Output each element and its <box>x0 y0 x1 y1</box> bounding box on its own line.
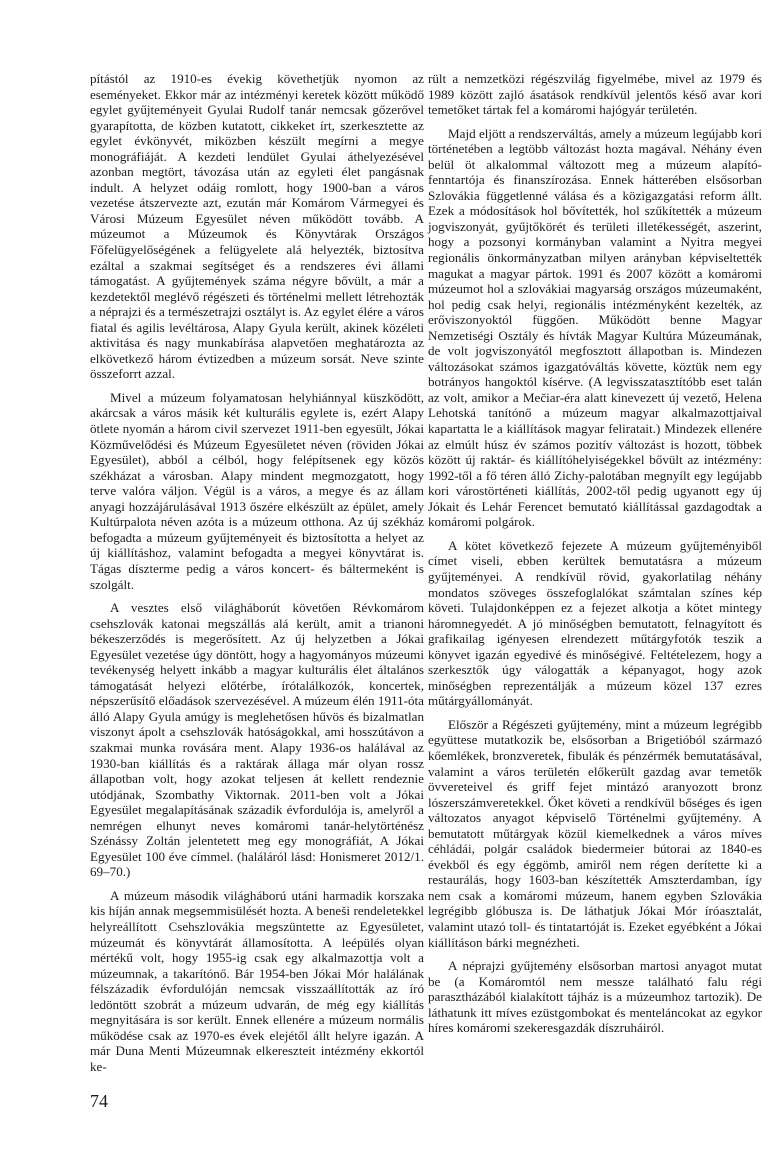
left-column <box>90 71 424 1074</box>
paragraph: A néprajzi gyűjtemény elsősorban martosi anyagot mutat be (a Komáromtól nem messze található falu régi parasztházából kialakított tájház is a múzeumhoz tartozik). De láthatunk itt míves ezüstgombokat és menteláncokat az egykor híres komáromi szekeresgazdák díszruháiról. <box>428 958 762 1036</box>
paragraph: Majd eljött a rendszerváltás, amely a múzeum legújabb kori történetében a legtöbb változást hozta magával. Néhány éven belül öt alkalommal változott meg a múzeum alapító-fenntartója és finanszírozása. Ennek hátterében elsősorban Szlovákia függetlenné válása és a közigazgatási reform állt. Ezek a módosítások hol bővítették, hol szűkítették a múzeum jogviszonyát, gyűjtőkörét és területi illetékességét, aszerint, hogy a pozsonyi kormányban valamint a Nyitra megyei regionális önkormányzatban milyen arányban képviseltették magukat a magyar pártok. 1991 és 2007 között a komáromi múzeumot hol a szlovákiai magyarság országos múzeumaként, hol pedig csak helyi, regionális intézményként kezelték, az erőviszonyoktól függően. Működött benne Magyar Nemzetiségi Osztály és hívták Magyar Kultúra Múzeumának, de volt jogviszonyától megfosztott állapotban is. Mindezen változásokat számos igazgatóváltás követte, köztük nem egy botrányos hangoktól kísérve. (A legvisszatasztítóbb eset talán az volt, amikor a Mečiar-éra alatt kinevezett új vezető, Helena Lehotská tanítónő a múzeum magyar alkalmazottjaival kapartatta le a kiállítások magyar feliratait.) Mindezek ellenére az elmúlt húsz év számos pozitív változást is hozott, többek között új raktár- és kiállítóhelyiségekkel bővült az intézmény: 1992-től a fő téren álló Zichy-palotában megnyílt egy legújabb kori várostörténeti kiállítás, 2002-től pedig ugyanott egy új Jókait és Lehár Ferencet bemutató kiállítással gazdagodtak a komáromi polgárok. <box>428 125 762 530</box>
paragraph: Mivel a múzeum folyamatosan helyhiánnyal küszködött, akárcsak a város másik két kulturális egylete is, ezért Alapy ötlete nyomán a három civil szervezet 1911-ben egyesült, Jókai Közművelődési és Múzeum Egyesületet néven (röviden Jókai Egyesület), abból a célból, hogy felépítsenek egy közös székházat a városban. Alapy mindent megmozgatott, hogy terve valóra váljon. Végül is a város, a megye és az állam anyagi hozzájárulásával 1913 őszére elkészült az épület, amely Kultúrpalota néven azóta is a múzeum otthona. Az új székház befogadta a múzeum gyűjteményeit és biztosította a helyet az új kiállításhoz, valamint befogadta a megyei könyvtárat is. Tágas díszterme pedig a város koncert- és báltermeként is szolgált. <box>90 389 424 592</box>
page-number: 74 <box>90 1091 108 1111</box>
paragraph: A múzeum második világháború utáni harmadik korszaka kis híján annak megsemmisülését hozta. A beneši rendeletekkel helyreállított Csehszlovákia megszüntette az Egyesületet, múzeumát és könyvtárát államosította. A leépülés olyan mértékű volt, hogy 1955-ig csak egy alkalmazottja volt a múzeumnak, a takarítónő. Bár 1954-ben Jókai Mór halálának félszázadik évfordulóján nemcsak visszaállították az író ledöntött szobrát a múzeum udvarán, de még egy kiállítás megnyitására is sor került. Ennek ellenére a múzeum normális működése csak az 1970-es évek elejétől állt helyre igazán. A már Duna Menti Múzeumnak elkereszteit intézmény ekkortól ke- <box>90 887 424 1074</box>
paragraph: A vesztes első világháborút követően Révkomárom csehszlovák katonai megszállás alá került, amit a trianoni békeszerződés is megerősített. Az új helyzetben a Jókai Egyesület vezetése úgy döntött, hogy a hagyományos múzeumi tevékenység helyett inkább a magyar kulturális élet általános támogatását helyezi előtérbe, írótalálkozók, koncertek, népszerűsítő előadások szervezésével. A múzeum élén 1911-óta álló Alapy Gyula amúgy is meglehetősen hűvös és bizalmatlan viszonyt ápolt a csehszlovák hatóságokkal, ami hosszútávon a szakmai munka rovására ment. Alapy 1936-os halálával az 1930-ban kiállítás és a raktárak állaga már olyan rossz állapotban volt, hogy azokat teljesen át kellett rendeznie utódjának, Szombathy Viktornak. 2011-ben volt a Jókai Egyesület megalapításának századik évfordulója is, amelyről a nemrégen elhunyt neves komáromi tanár-helytörténész Szénássy Zoltán jelentetett meg egy monográfiát, A Jókai Egyesület 100 éve címmel. (haláláról lásd: Honismeret 2012/1. 69–70.) <box>90 600 424 880</box>
paragraph: Először a Régészeti gyűjtemény, mint a múzeum legrégibb együttese mutatkozik be, elsősorban a Brigetióból származó kőemlékek, bronzveretek, fibulák és pénzérmék bemutatásával, valamint a város területén előkerült gazdag avar temetők övvereteivel és griff fejet mintázó aranyozott bronz lószerszámveretekkel. Őket követi a rendkívül bőséges és igen változatos anyagot képviselő Történelmi gyűjtemény. A bemutatott műtárgyak közül kiemelkednek a város míves céhládái, polgár családok biedermeier bútorai az 1840-es évekből és egy éggömb, amiről nem régen derítette ki a restaurálás, hogy 1603-ban készítették Amszterdamban, így nem csak a komáromi múzeum, hanem egyben Szlovákia legrégibb glóbusza is. De láthatjuk Jókai Mór íróasztalát, valamint utazó toll- és tintatartóját is. Ezeket egyébként a Jókai kiállításon bárki megnézheti. <box>428 716 762 950</box>
paragraph: rült a nemzetközi régészvilág figyelmébe, mivel az 1979 és 1989 között zajló ásatások rendkívül jelentős késő avar kori temetőket tártak fel a komáromi hajógyár területén. <box>428 71 762 118</box>
right-column <box>428 71 762 1036</box>
paragraph: pítástól az 1910-es évekig követhetjük nyomon az eseményeket. Ekkor már az intézményi keretek között működő egylet gyűjteményeit Gyulai Rudolf tanár nemcsak gőzerővel gyarapította, de közben kutatott, cikkeket írt, szerkesztette az egylet évkönyvét, miközben készült megírni a megye monográfiáját. A kezdeti lendület Gyulai áthelyezésével azonban megtört, távozása után az egyleti élet pangásnak indult. A helyzet odáig romlott, hogy 1900-ban a város vezetése átszervezte azt, ezután már Komárom Vármegyei és Városi Múzeum Egyesület néven működött tovább. A múzeumot a Múzeumok és Könyvtárak Országos Főfelügyelőségének a felügyelete alá helyezték, biztosítva ezáltal a szakmai segítséget és a rendszeres évi állami támogatást. A gyűjtemények száma négyre bővült, a már a kezdetektől meglévő régészeti és történelmi mellett létrehozták a néprajzi és a természetrajzi osztályt is. Az egylet élére a város fiatal és agilis levéltárosa, Alapy Gyula került, akinek közéleti aktivitása és nagy munkabírása alapvetően meghatározta az elkövetkező három évtizedben a múzeum sorsát. Neve szinte összeforrt azzal. <box>90 71 424 382</box>
paragraph: A kötet következő fejezete A múzeum gyűjteményiből címet viseli, ebben kerültek bemutatásra a múzeum gyűjteményei. A rendkívül rövid, gyakorlatilag néhány mondatos szöveges összefoglalókat számtalan színes kép követi. Tulajdonképpen ez a fejezet alkotja a kötet mintegy háromnegyedét. A jó minőségben bemutatott, felnagyított és grafikailag igényesen elrendezett műtárgyfotók teszik a könyvet igazán egyedivé és minőségivé. Feltételezem, hogy a szerkesztők úgy válogatták a képanyagot, hogy azok minőségben reprezentálják a múzeum közel 137 ezres műtárgyállományát. <box>428 537 762 709</box>
